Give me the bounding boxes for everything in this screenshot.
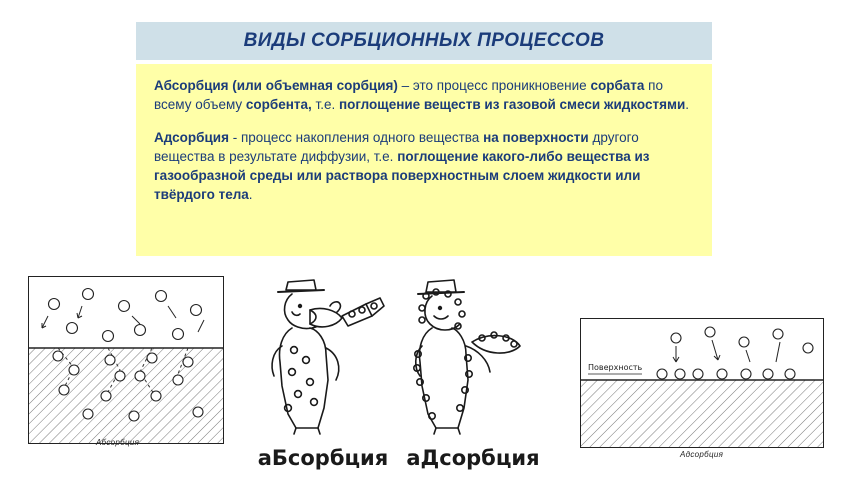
- page-title-text: ВИДЫ СОРБЦИОННЫХ ПРОЦЕССОВ: [243, 30, 605, 51]
- text-run: .: [248, 187, 253, 202]
- figures-row: [0, 268, 850, 477]
- text-run: – это процесс проникновение: [397, 78, 591, 93]
- adsorption-schematic-caption: Адсорбция: [680, 450, 724, 459]
- emphasis-run: сорбата: [590, 78, 645, 93]
- page-title: [136, 22, 712, 60]
- paragraph-absorption: [154, 76, 696, 114]
- emphasis-run: сорбента,: [245, 97, 312, 112]
- emphasis-run: Абсорбция (или объемная сорбция): [154, 78, 398, 93]
- emphasis-run: на поверхности: [483, 130, 589, 145]
- emphasis-run: Адсорбция: [154, 130, 229, 145]
- cartoon-absorption-character: [248, 276, 398, 436]
- surface-label-text: Поверхность: [588, 363, 643, 372]
- text-run: т.е.: [311, 97, 339, 112]
- text-run: - процесс накопления одного вещества: [228, 130, 484, 145]
- cartoon-absorption-label: аБсорбция: [257, 446, 389, 470]
- cartoon-adsorption-label: аДсорбция: [406, 446, 540, 470]
- text-run: .: [685, 97, 690, 112]
- cartoon-adsorption-character: [396, 276, 546, 436]
- definitions-panel: [136, 64, 712, 256]
- text-run: по всему объему: [154, 78, 663, 112]
- emphasis-run: поглощение веществ из газовой смеси жидкостями: [338, 97, 686, 112]
- absorption-schematic-caption: Абсорбция: [96, 438, 140, 447]
- adsorption-schematic: [580, 318, 824, 448]
- absorption-schematic: [28, 276, 224, 444]
- text-run: другого вещества в результате диффузии, т.е.: [154, 130, 639, 164]
- paragraph-adsorption: [154, 128, 696, 204]
- emphasis-run: поглощение какого-либо вещества из газообразной среды или раствора поверхностным слоем жидкости или твёрдого тела: [154, 149, 650, 202]
